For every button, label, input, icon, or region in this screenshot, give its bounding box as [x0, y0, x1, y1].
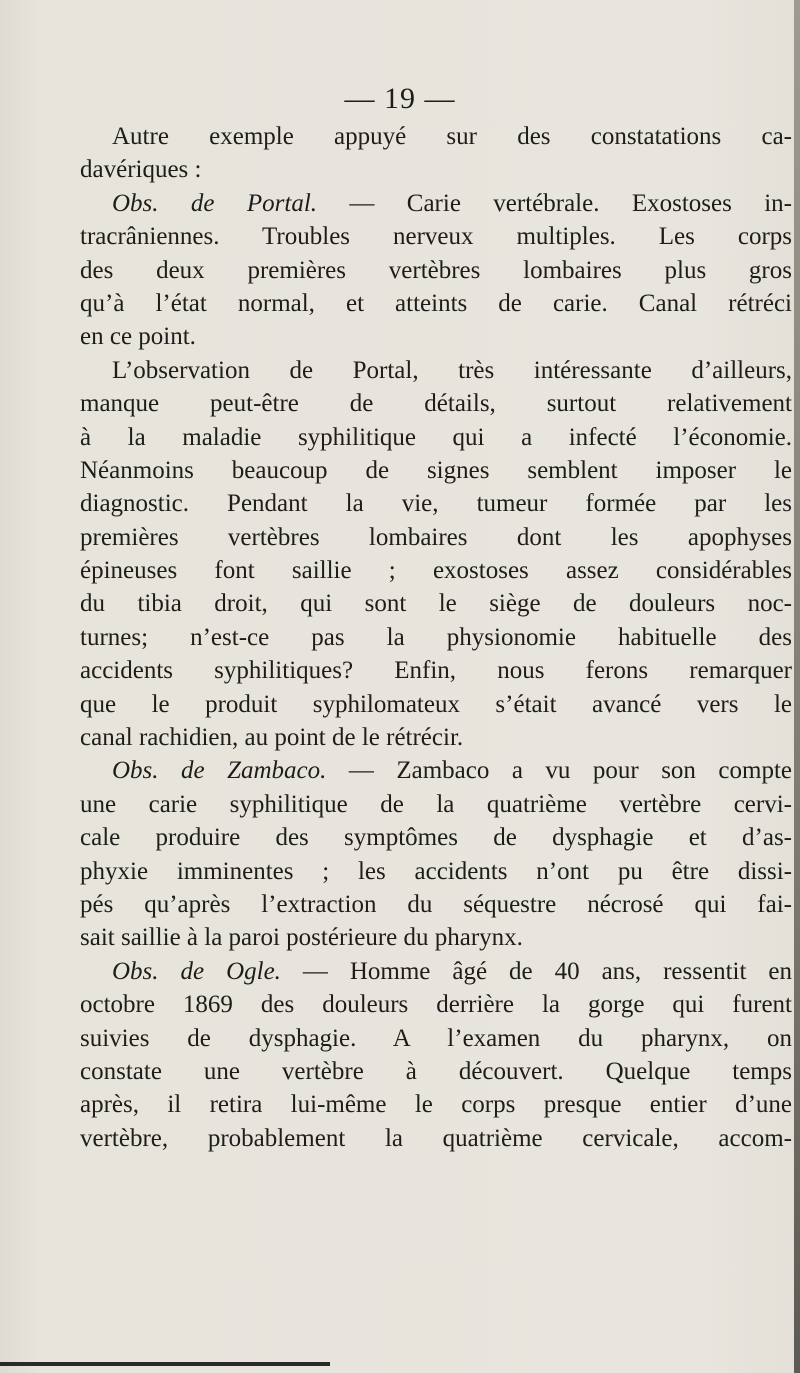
page-number: — 19 — — [344, 82, 456, 115]
text-line: premières vertèbres lombaires dont les apophyses — [80, 523, 792, 551]
text-line: tracrâniennes. Troubles nerveux multiples. Les corps — [80, 223, 792, 251]
observation-heading-line: Obs. de Portal. — Carie vertébrale. Exostoses in- — [112, 189, 792, 217]
text-line: des deux premières vertèbres lombaires plus gros — [80, 256, 792, 284]
text-line: vertèbre, probablement la quatrième cervicale, accom- — [80, 1124, 792, 1152]
text-line: pés qu’après l’extraction du séquestre nécrosé qui fai- — [80, 890, 792, 918]
observation-label: Obs. de Portal. — [112, 189, 318, 217]
text-line: du tibia droit, qui sont le siège de douleurs noc- — [80, 590, 792, 618]
bottom-rule — [0, 1362, 330, 1366]
text-line: en ce point. — [80, 323, 196, 351]
text-line: Autre exemple appuyé sur des constatations ca- — [112, 123, 792, 150]
text-line: Néanmoins beaucoup de signes semblent imposer le — [80, 456, 792, 484]
text-line: constate une vertèbre à découvert. Quelque temps — [80, 1057, 792, 1085]
text-line: davériques : — [80, 156, 202, 184]
text-line: manque peut-être de détails, surtout relativement — [80, 390, 792, 418]
observation-heading-line: Obs. de Zambaco. — Zambaco a vu pour son compte — [112, 757, 793, 785]
text-line: diagnostic. Pendant la vie, tumeur formée par les — [80, 490, 792, 518]
text-line: octobre 1869 des douleurs derrière la gorge qui furent — [80, 991, 792, 1019]
text-line: accidents syphilitiques? Enfin, nous ferons remarquer — [80, 657, 792, 685]
body-text — [80, 120, 792, 1155]
text-line: que le produit syphilomateux s’était avancé vers le — [80, 690, 792, 718]
text-line: sait saillie à la paroi postérieure du pharynx. — [80, 924, 523, 952]
text-line: turnes; n’est-ce pas la physionomie habituelle des — [80, 623, 792, 651]
page-edge-shadow — [794, 0, 800, 1373]
text-line: une carie syphilitique de la quatrième vertèbre cervi- — [80, 790, 792, 818]
text-line: après, il retira lui-même le corps presque entier d’une — [80, 1091, 792, 1119]
observation-heading-line: Obs. de Ogle. — Homme âgé de 40 ans, ressentit en — [112, 957, 792, 985]
observation-label: Obs. de Ogle. — [112, 957, 281, 985]
text-line: cale produire des symptômes de dysphagie et d’as- — [80, 824, 792, 852]
text-line: à la maladie syphilitique qui a infecté l’économie. — [80, 423, 792, 451]
text-line: L’observation de Portal, très intéressante d’ailleurs, — [112, 356, 792, 384]
text-line: épineuses font saillie ; exostoses assez considérables — [80, 557, 792, 585]
text-line: suivies de dysphagie. A l’examen du pharynx, on — [80, 1024, 792, 1052]
text-line: canal rachidien, au point de le rétrécir. — [80, 724, 464, 752]
text-line: phyxie imminentes ; les accidents n’ont pu être dissi- — [80, 857, 792, 885]
text-line: qu’à l’état normal, et atteints de carie. Canal rétréci — [80, 289, 792, 317]
observation-label: Obs. de Zambaco. — [112, 757, 327, 785]
